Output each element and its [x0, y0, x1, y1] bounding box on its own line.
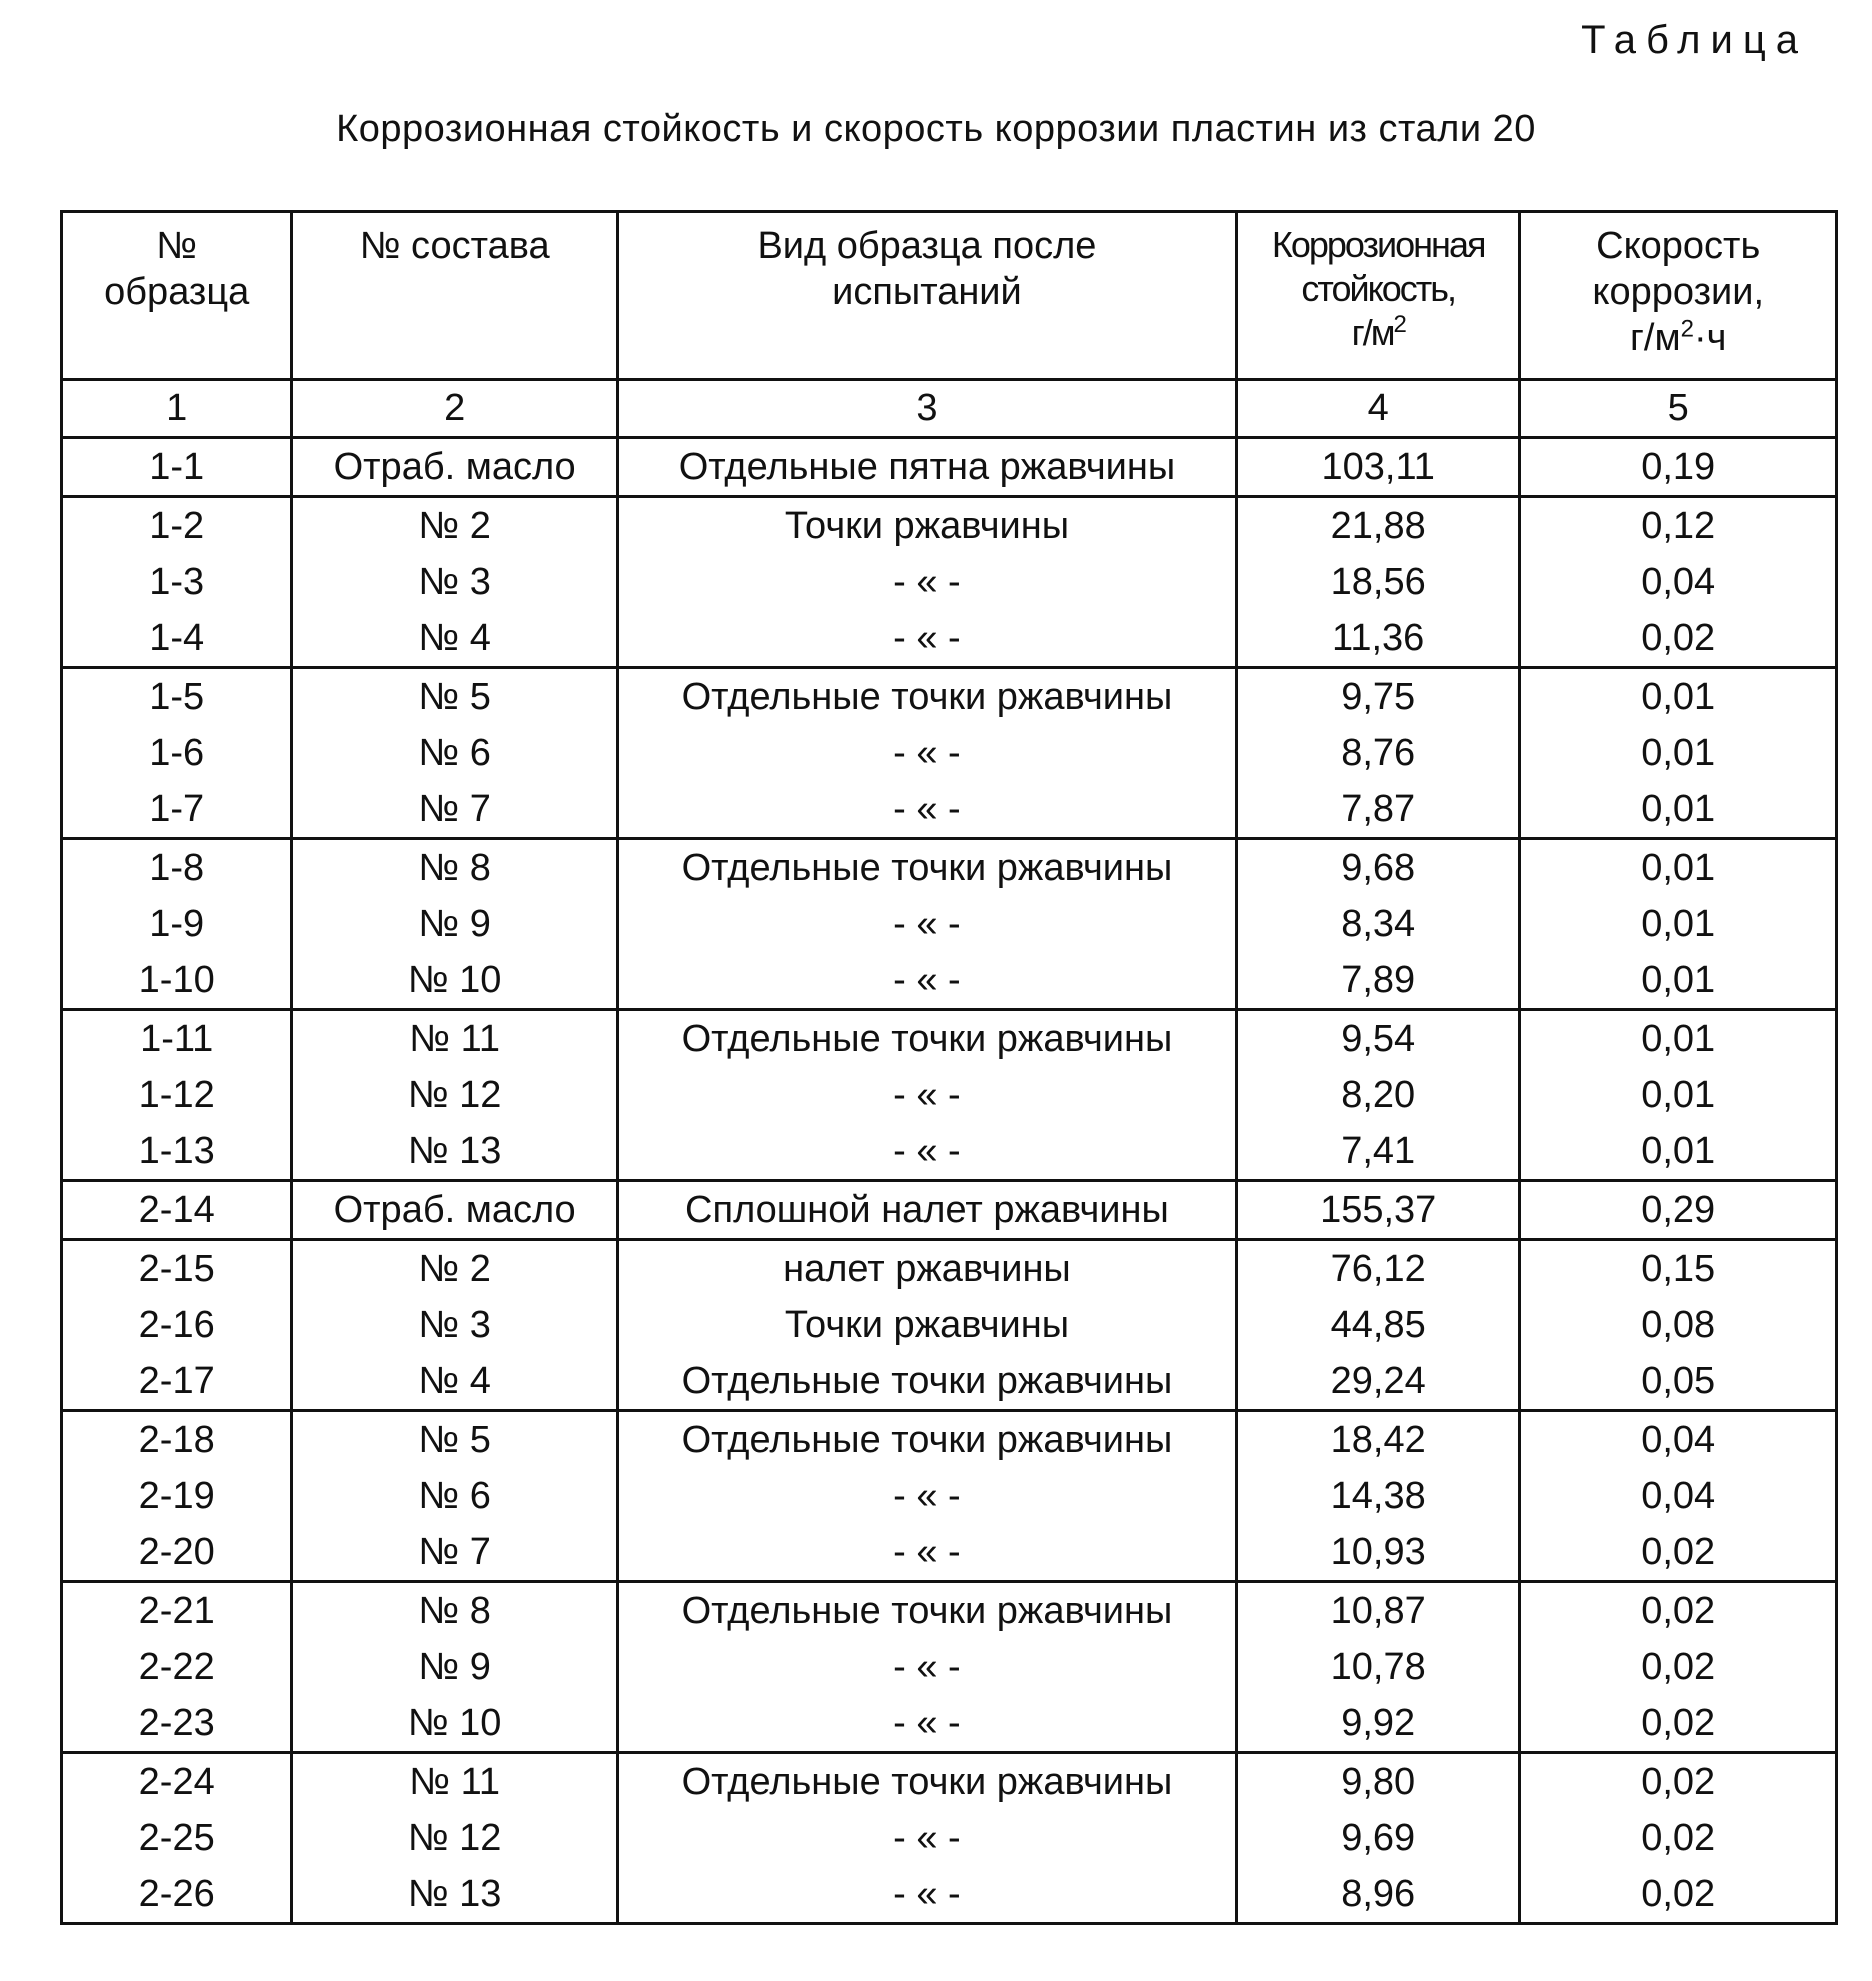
column-number: 1 — [62, 380, 292, 438]
table-row — [62, 1582, 1837, 1640]
cell-rate: 0,01 — [1520, 1067, 1837, 1123]
cell-appearance: Сплошной налет ржавчины — [617, 1181, 1236, 1240]
table-label: Таблица — [1581, 18, 1808, 62]
cell-composition: № 8 — [292, 839, 618, 897]
cell-sample-number: 2-18 — [62, 1411, 292, 1469]
cell-sample-number: 2-25 — [62, 1810, 292, 1866]
table-row — [62, 1810, 1837, 1866]
row-group — [62, 1411, 1837, 1582]
table-row — [62, 554, 1837, 610]
cell-resistance: 9,80 — [1236, 1753, 1519, 1811]
cell-resistance: 44,85 — [1236, 1297, 1519, 1353]
table-row — [62, 1353, 1837, 1411]
cell-composition: № 12 — [292, 1067, 618, 1123]
cell-appearance: - « - — [617, 725, 1236, 781]
cell-sample-number: 1-2 — [62, 497, 292, 555]
table-row — [62, 839, 1837, 897]
cell-rate: 0,01 — [1520, 839, 1837, 897]
cell-rate: 0,19 — [1520, 438, 1837, 497]
cell-resistance: 9,75 — [1236, 668, 1519, 726]
cell-sample-number: 1-7 — [62, 781, 292, 839]
cell-sample-number: 1-11 — [62, 1010, 292, 1068]
cell-resistance: 10,87 — [1236, 1582, 1519, 1640]
cell-appearance: - « - — [617, 554, 1236, 610]
table-row — [62, 1524, 1837, 1582]
cell-resistance: 8,96 — [1236, 1866, 1519, 1924]
cell-rate: 0,04 — [1520, 1468, 1837, 1524]
cell-rate: 0,04 — [1520, 1411, 1837, 1469]
cell-resistance: 14,38 — [1236, 1468, 1519, 1524]
cell-rate: 0,01 — [1520, 781, 1837, 839]
cell-composition: № 3 — [292, 554, 618, 610]
cell-composition: № 8 — [292, 1582, 618, 1640]
cell-sample-number: 1-9 — [62, 896, 292, 952]
cell-resistance: 18,56 — [1236, 554, 1519, 610]
cell-rate: 0,15 — [1520, 1240, 1837, 1298]
cell-rate: 0,01 — [1520, 952, 1837, 1010]
cell-appearance: - « - — [617, 1810, 1236, 1866]
cell-rate: 0,04 — [1520, 554, 1837, 610]
cell-resistance: 103,11 — [1236, 438, 1519, 497]
cell-composition: № 10 — [292, 952, 618, 1010]
row-group — [62, 1010, 1837, 1181]
cell-composition: Отраб. масло — [292, 1181, 618, 1240]
row-group — [62, 668, 1837, 839]
cell-sample-number: 1-4 — [62, 610, 292, 668]
cell-sample-number: 2-24 — [62, 1753, 292, 1811]
table-row — [62, 725, 1837, 781]
cell-appearance: Отдельные точки ржавчины — [617, 668, 1236, 726]
table-row — [62, 1240, 1837, 1298]
cell-appearance: Отдельные точки ржавчины — [617, 1582, 1236, 1640]
cell-appearance: Отдельные пятна ржавчины — [617, 438, 1236, 497]
table-header — [62, 212, 1837, 438]
column-number: 2 — [292, 380, 618, 438]
cell-appearance: - « - — [617, 896, 1236, 952]
cell-rate: 0,02 — [1520, 1582, 1837, 1640]
row-group — [62, 438, 1837, 497]
cell-sample-number: 2-22 — [62, 1639, 292, 1695]
cell-sample-number: 1-12 — [62, 1067, 292, 1123]
table-row — [62, 1866, 1837, 1924]
column-number: 5 — [1520, 380, 1837, 438]
header-row — [62, 212, 1837, 380]
cell-resistance: 7,89 — [1236, 952, 1519, 1010]
cell-resistance: 76,12 — [1236, 1240, 1519, 1298]
cell-resistance: 9,54 — [1236, 1010, 1519, 1068]
cell-rate: 0,08 — [1520, 1297, 1837, 1353]
cell-composition: № 6 — [292, 725, 618, 781]
cell-rate: 0,01 — [1520, 1123, 1837, 1181]
cell-composition: Отраб. масло — [292, 438, 618, 497]
cell-sample-number: 1-10 — [62, 952, 292, 1010]
cell-rate: 0,29 — [1520, 1181, 1837, 1240]
cell-resistance: 8,34 — [1236, 896, 1519, 952]
cell-composition: № 6 — [292, 1468, 618, 1524]
cell-rate: 0,01 — [1520, 896, 1837, 952]
table-title: Коррозионная стойкость и скорость коррозии пластин из стали 20 — [336, 108, 1536, 150]
cell-resistance: 9,69 — [1236, 1810, 1519, 1866]
row-group — [62, 1181, 1837, 1240]
cell-resistance: 8,76 — [1236, 725, 1519, 781]
table-row — [62, 668, 1837, 726]
row-group — [62, 1240, 1837, 1411]
header-corrosion-resistance: Коррозионная стойкость, $г/м^2$ — [1236, 212, 1519, 380]
cell-sample-number: 2-20 — [62, 1524, 292, 1582]
cell-composition: № 12 — [292, 1810, 618, 1866]
cell-composition: № 5 — [292, 668, 618, 726]
cell-composition: № 5 — [292, 1411, 618, 1469]
cell-appearance: Отдельные точки ржавчины — [617, 1411, 1236, 1469]
cell-sample-number: 2-17 — [62, 1353, 292, 1411]
table-row — [62, 610, 1837, 668]
cell-appearance: - « - — [617, 1524, 1236, 1582]
header-corrosion-rate: Скорость коррозии, $г/м^2\cdot ч$ — [1520, 212, 1837, 380]
cell-sample-number: 2-16 — [62, 1297, 292, 1353]
table-row — [62, 1411, 1837, 1469]
table-row — [62, 1123, 1837, 1181]
cell-appearance: - « - — [617, 610, 1236, 668]
row-group — [62, 839, 1837, 1010]
cell-composition: № 10 — [292, 1695, 618, 1753]
cell-appearance: Отдельные точки ржавчины — [617, 839, 1236, 897]
cell-resistance: 8,20 — [1236, 1067, 1519, 1123]
cell-composition: № 2 — [292, 497, 618, 555]
cell-appearance: Точки ржавчины — [617, 1297, 1236, 1353]
cell-composition: № 9 — [292, 1639, 618, 1695]
cell-appearance: - « - — [617, 1639, 1236, 1695]
cell-rate: 0,01 — [1520, 668, 1837, 726]
cell-sample-number: 2-26 — [62, 1866, 292, 1924]
cell-composition: № 13 — [292, 1866, 618, 1924]
cell-sample-number: 1-3 — [62, 554, 292, 610]
cell-composition: № 7 — [292, 781, 618, 839]
cell-composition: № 13 — [292, 1123, 618, 1181]
table-row — [62, 1067, 1837, 1123]
cell-rate: 0,02 — [1520, 1753, 1837, 1811]
cell-appearance: Отдельные точки ржавчины — [617, 1010, 1236, 1068]
cell-appearance: - « - — [617, 1468, 1236, 1524]
table-row — [62, 1468, 1837, 1524]
cell-composition: № 11 — [292, 1753, 618, 1811]
table-row — [62, 1297, 1837, 1353]
column-number: 3 — [617, 380, 1236, 438]
cell-rate: 0,02 — [1520, 1866, 1837, 1924]
cell-composition: № 3 — [292, 1297, 618, 1353]
cell-sample-number: 2-14 — [62, 1181, 292, 1240]
table-row — [62, 497, 1837, 555]
cell-composition: № 7 — [292, 1524, 618, 1582]
cell-rate: 0,01 — [1520, 725, 1837, 781]
cell-sample-number: 2-19 — [62, 1468, 292, 1524]
cell-composition: № 9 — [292, 896, 618, 952]
table-row — [62, 781, 1837, 839]
column-number-row — [62, 380, 1837, 438]
row-group — [62, 1753, 1837, 1924]
cell-appearance: налет ржавчины — [617, 1240, 1236, 1298]
cell-composition: № 11 — [292, 1010, 618, 1068]
cell-rate: 0,12 — [1520, 497, 1837, 555]
table-row — [62, 896, 1837, 952]
cell-sample-number: 1-6 — [62, 725, 292, 781]
cell-rate: 0,01 — [1520, 1010, 1837, 1068]
cell-sample-number: 2-23 — [62, 1695, 292, 1753]
cell-composition: № 4 — [292, 1353, 618, 1411]
cell-rate: 0,02 — [1520, 1810, 1837, 1866]
cell-sample-number: 1-13 — [62, 1123, 292, 1181]
cell-appearance: - « - — [617, 1695, 1236, 1753]
cell-resistance: 29,24 — [1236, 1353, 1519, 1411]
cell-appearance: Отдельные точки ржавчины — [617, 1353, 1236, 1411]
cell-rate: 0,02 — [1520, 610, 1837, 668]
cell-composition: № 4 — [292, 610, 618, 668]
table-row — [62, 1010, 1837, 1068]
cell-appearance: - « - — [617, 1067, 1236, 1123]
cell-rate: 0,02 — [1520, 1695, 1837, 1753]
cell-sample-number: 2-21 — [62, 1582, 292, 1640]
cell-appearance: - « - — [617, 1866, 1236, 1924]
cell-resistance: 155,37 — [1236, 1181, 1519, 1240]
header-appearance: Вид образца после испытаний — [617, 212, 1236, 380]
cell-resistance: 10,93 — [1236, 1524, 1519, 1582]
cell-appearance: Отдельные точки ржавчины — [617, 1753, 1236, 1811]
row-group — [62, 1582, 1837, 1753]
cell-resistance: 7,41 — [1236, 1123, 1519, 1181]
cell-sample-number: 1-1 — [62, 438, 292, 497]
cell-rate: 0,02 — [1520, 1524, 1837, 1582]
cell-resistance: 9,92 — [1236, 1695, 1519, 1753]
cell-appearance: Точки ржавчины — [617, 497, 1236, 555]
cell-resistance: 10,78 — [1236, 1639, 1519, 1695]
table-row — [62, 1181, 1837, 1240]
table-row — [62, 1639, 1837, 1695]
cell-appearance: - « - — [617, 1123, 1236, 1181]
cell-resistance: 9,68 — [1236, 839, 1519, 897]
table-row — [62, 952, 1837, 1010]
column-number: 4 — [1236, 380, 1519, 438]
header-composition-number: № состава — [292, 212, 618, 380]
cell-resistance: 7,87 — [1236, 781, 1519, 839]
cell-appearance: - « - — [617, 781, 1236, 839]
table-row — [62, 1753, 1837, 1811]
header-sample-number: № образца — [62, 212, 292, 380]
table-row — [62, 438, 1837, 497]
cell-resistance: 21,88 — [1236, 497, 1519, 555]
cell-sample-number: 2-15 — [62, 1240, 292, 1298]
cell-sample-number: 1-5 — [62, 668, 292, 726]
cell-rate: 0,05 — [1520, 1353, 1837, 1411]
table-row — [62, 1695, 1837, 1753]
cell-resistance: 18,42 — [1236, 1411, 1519, 1469]
row-group — [62, 497, 1837, 668]
cell-resistance: 11,36 — [1236, 610, 1519, 668]
cell-sample-number: 1-8 — [62, 839, 292, 897]
cell-composition: № 2 — [292, 1240, 618, 1298]
corrosion-table — [60, 210, 1838, 1925]
cell-appearance: - « - — [617, 952, 1236, 1010]
cell-rate: 0,02 — [1520, 1639, 1837, 1695]
